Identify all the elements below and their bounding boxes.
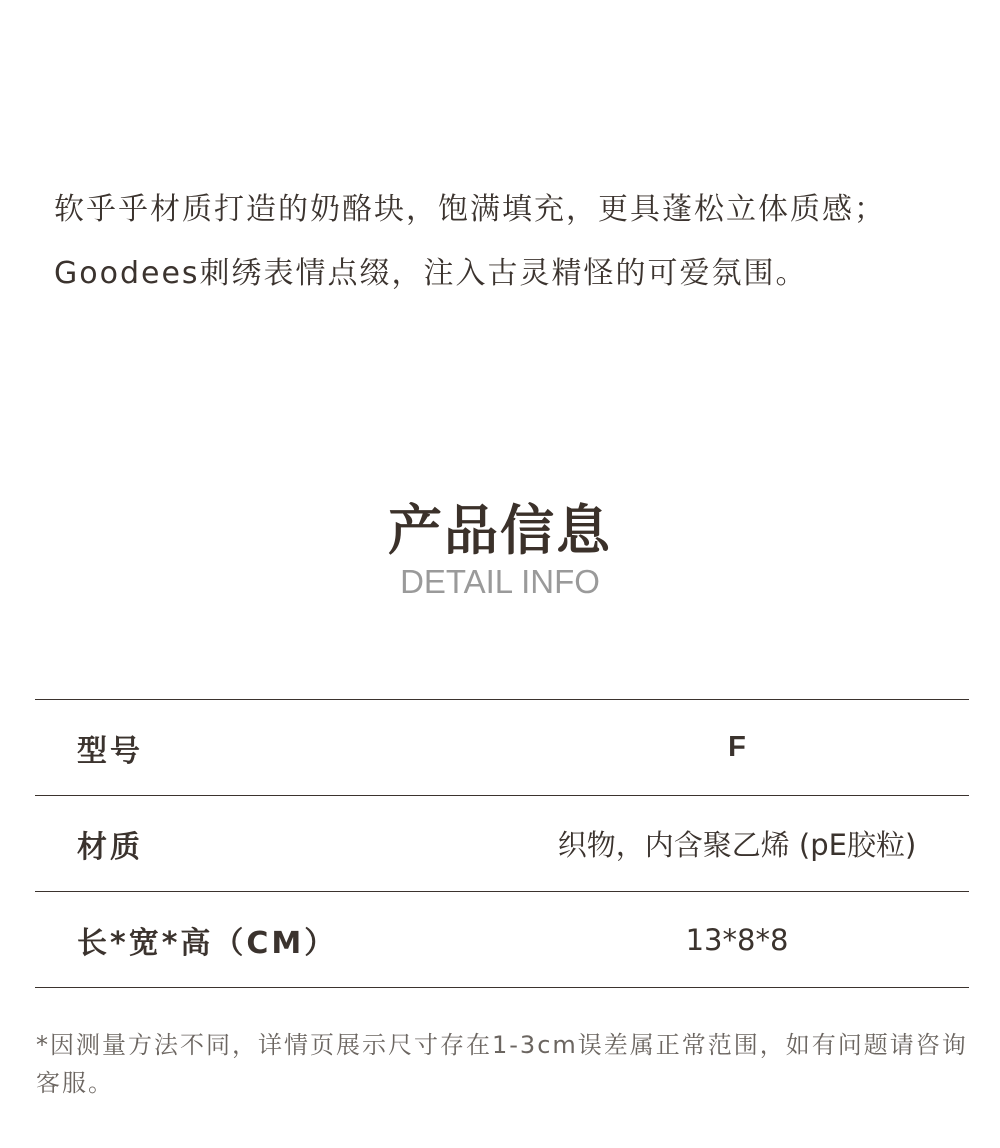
intro-line-2: Goodees刺绣表情点缀，注入古灵精怪的可爱氛围。 xyxy=(54,256,808,291)
spec-value-material: 织物，内含聚乙烯 (pE胶粒) xyxy=(557,828,917,862)
section-title-cn: 产品信息 xyxy=(388,499,612,562)
section-heading xyxy=(0,498,1000,600)
intro-line-1: 软乎乎材质打造的奶酪块，饱满填充，更具蓬松立体质感； xyxy=(54,192,886,227)
spec-row-size xyxy=(35,892,969,988)
spec-label-size: 长*宽*高（CM） xyxy=(77,925,338,961)
spec-value-model: F xyxy=(728,731,746,763)
spec-row-material xyxy=(35,796,969,892)
spec-row-model xyxy=(35,700,969,796)
spec-table xyxy=(35,699,969,988)
spec-value-size: 13*8*8 xyxy=(685,922,789,957)
measurement-note: *因测量方法不同，详情页展示尺寸存在1-3cm误差属正常范围，如有问题请咨询客服。 xyxy=(36,1031,968,1097)
section-title-en: DETAIL INFO xyxy=(400,563,600,600)
spec-label-material: 材质 xyxy=(77,829,143,865)
spec-label-model: 型号 xyxy=(77,733,143,769)
intro-text xyxy=(54,178,974,306)
